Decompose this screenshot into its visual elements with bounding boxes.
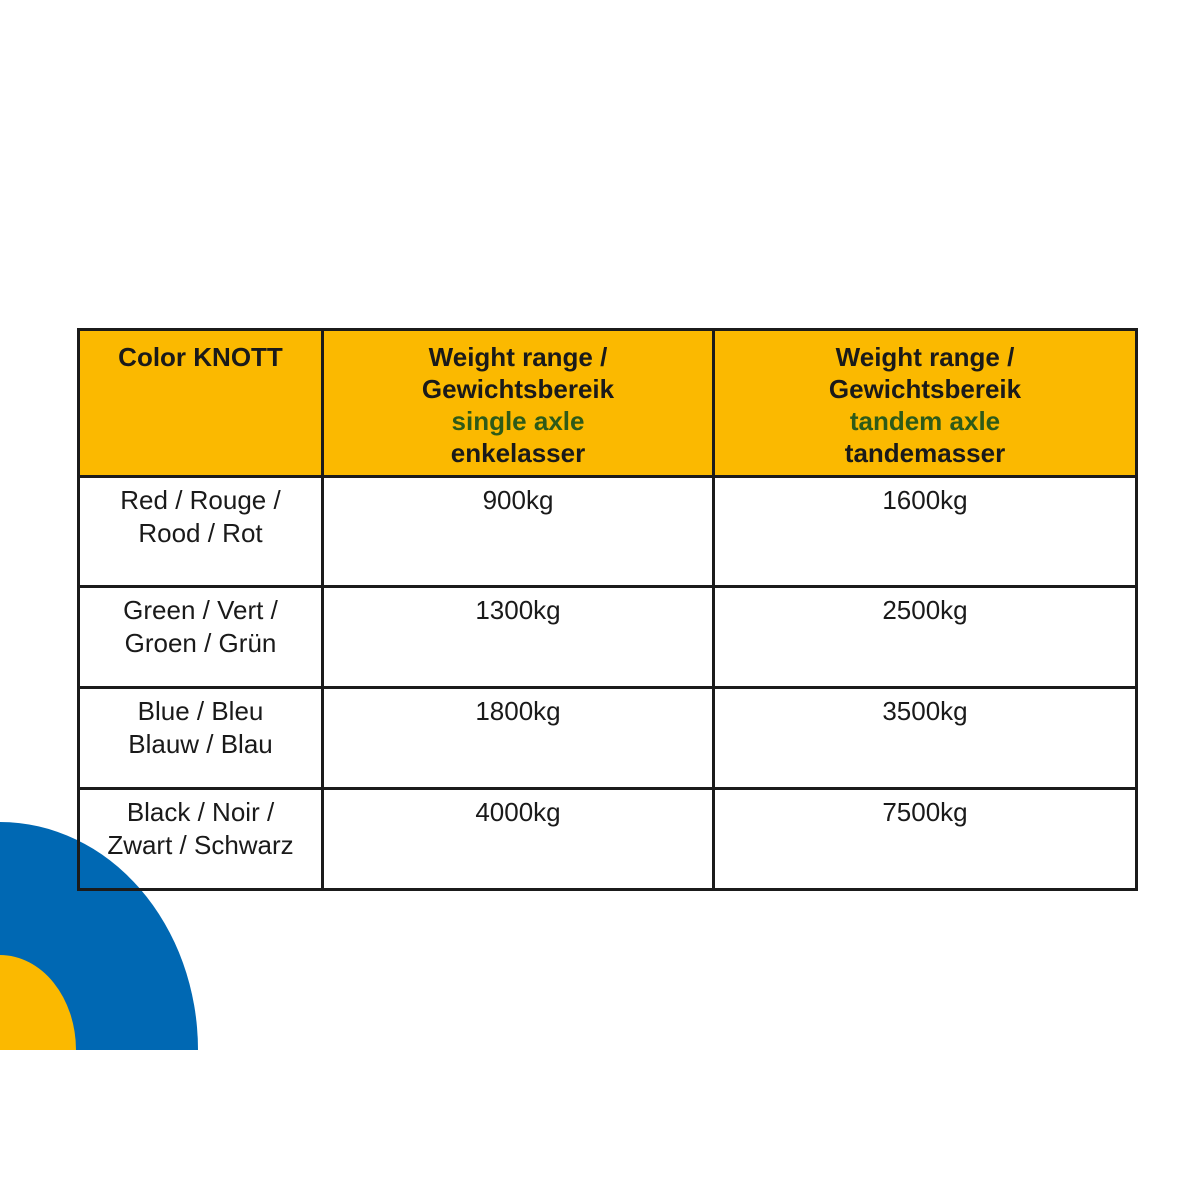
color-name-line: Green / Vert /: [123, 595, 278, 625]
single-axle-weight-cell: 1800kg: [323, 688, 714, 789]
header-weight-range-label: Weight range /: [835, 342, 1015, 372]
header-axle-label: single axle: [451, 406, 585, 436]
weight-range-table: [77, 328, 1138, 891]
header-weight-range-label: Weight range /: [428, 342, 608, 372]
tandem-axle-weight-cell: 3500kg: [714, 688, 1137, 789]
single-axle-weight-cell: 900kg: [323, 477, 714, 587]
color-name-line: Blue / Bleu: [137, 696, 264, 726]
header-single-axle: [323, 330, 714, 477]
single-axle-weight-cell: 1300kg: [323, 587, 714, 688]
color-name-line: Black / Noir /: [126, 797, 275, 827]
tandem-axle-weight-cell: 1600kg: [714, 477, 1137, 587]
table-row-blue: [79, 688, 1137, 789]
color-name-line: Red / Rouge /: [120, 485, 281, 515]
header-gewichtsbereik-label: Gewichtsbereik: [421, 374, 615, 404]
table-header-row: [79, 330, 1137, 477]
tandem-axle-weight-cell: 7500kg: [714, 789, 1137, 890]
header-axle-translation: enkelasser: [450, 438, 586, 468]
header-color-knott: [79, 330, 323, 477]
color-name-line: Groen / Grün: [124, 628, 277, 658]
color-name-line: Zwart / Schwarz: [107, 830, 294, 860]
header-axle-translation: tandemasser: [844, 438, 1006, 468]
color-name-line: Blauw / Blau: [128, 729, 273, 759]
header-axle-label: tandem axle: [849, 406, 1001, 436]
table-row-black: [79, 789, 1137, 890]
color-cell: [79, 789, 323, 890]
color-cell: [79, 688, 323, 789]
color-name-line: Rood / Rot: [138, 518, 263, 548]
single-axle-weight-cell: 4000kg: [323, 789, 714, 890]
color-cell: [79, 477, 323, 587]
tandem-axle-weight-cell: 2500kg: [714, 587, 1137, 688]
header-tandem-axle: [714, 330, 1137, 477]
header-gewichtsbereik-label: Gewichtsbereik: [828, 374, 1022, 404]
color-cell: [79, 587, 323, 688]
header-color-label: Color KNOTT: [118, 342, 283, 372]
table-row-green: [79, 587, 1137, 688]
table-row-red: [79, 477, 1137, 587]
